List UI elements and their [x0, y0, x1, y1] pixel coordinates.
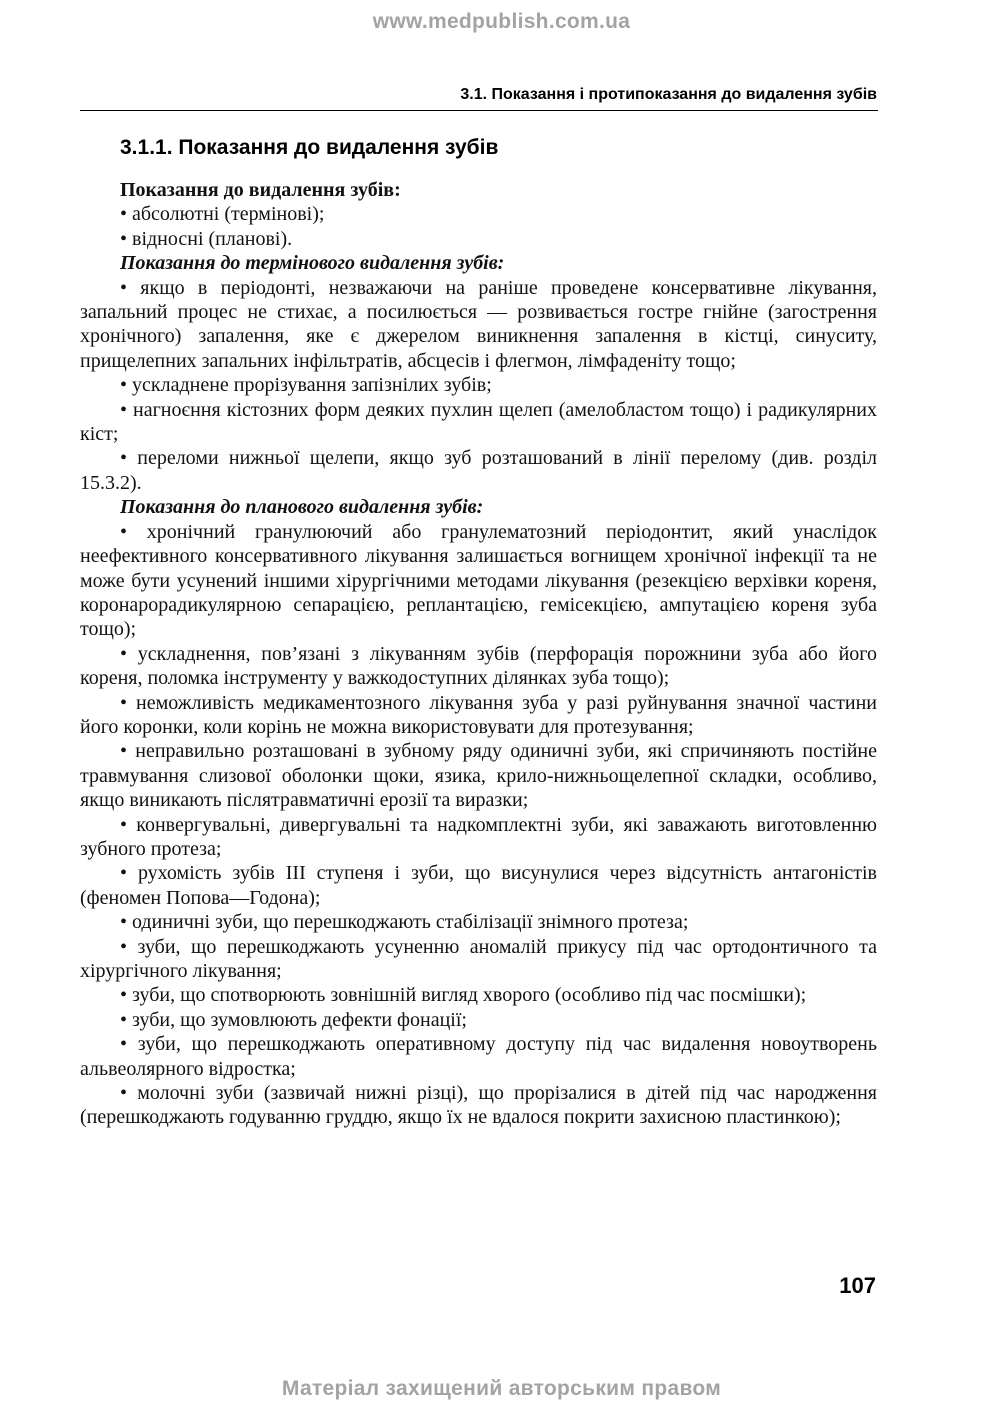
- list-item: • абсолютні (термінові);: [120, 203, 325, 226]
- list-item: • конвергувальні, дивергувальні та надкомплектні зуби, які заважають виготовленню зубного протеза;: [80, 813, 877, 860]
- list-item: • неправильно розташовані в зубному ряду одиничні зуби, які спричиняють постійне травмування слизової оболонки щоки, язика, крило-нижньощелепної складки, особливо, якщо виникають післятравматичні ерозії та виразки;: [80, 740, 877, 812]
- header-rule: [80, 110, 878, 111]
- site-watermark: www.medpublish.com.ua: [372, 10, 631, 33]
- copyright-watermark: Матеріал захищений авторським правом: [281, 1377, 722, 1400]
- list-item: • зуби, що спотворюють зовнішній вигляд хворого (особливо під час посмішки);: [120, 984, 807, 1007]
- body-text: [80, 178, 877, 1130]
- list-item: • молочні зуби (зазвичай нижні різці), що прорізалися в дітей під час народження (перешкоджають годуванню груддю, якщо їх не вдалося покрити захисною пластинкою);: [80, 1082, 877, 1129]
- list-item: • переломи нижньої щелепи, якщо зуб розташований в лінії перелому (див. розділ 15.3.2).: [80, 447, 877, 494]
- urgent-heading: Показання до термінового видалення зубів:: [120, 252, 505, 275]
- list-item: • зуби, що перешкоджають оперативному доступу під час видалення новоутворень альвеолярного відростка;: [80, 1033, 877, 1080]
- list-item: • ускладнене прорізування запізнілих зубів;: [120, 374, 492, 397]
- list-item: • ускладнення, пов’язані з лікуванням зубів (перфорація порожнини зуба або його кореня, поломка інструменту у важкодоступних ділянках зуба тощо);: [80, 642, 877, 690]
- list-item: • зуби, що зумовлюють дефекти фонації;: [120, 1008, 467, 1031]
- list-item: • рухомість зубів III ступеня і зуби, що висунулися через відсутність антагоністів (феномен Попова—Годона);: [80, 862, 877, 909]
- section-title: 3.1.1. Показання до видалення зубів: [120, 136, 499, 159]
- list-item: • якщо в періодонті, незважаючи на раніше проведене консервативне лікування, запальний процес не стихає, а посилюється — розвивається гостре гнійне (загострення хронічного) запалення, яке є джерелом виникнення запалення в кістці, синуситу, прищелепних запальних інфільтратів, абсцесів і флегмон, лімфаденіту тощо;: [80, 276, 877, 372]
- lead-paragraph: Показання до видалення зубів:: [120, 179, 401, 201]
- running-head: 3.1. Показання і протипоказання до видалення зубів: [460, 86, 877, 103]
- planned-heading: Показання до планового видалення зубів:: [120, 496, 484, 519]
- page-number: 107: [839, 1273, 876, 1298]
- list-item: • хронічний гранулюючий або гранулематозний періодонтит, який унаслідок неефективного консервативного лікування залишається вогнищем хронічної інфекції та не може бути усунений іншими хірургічними методами лікування (резекцією верхівки кореня, коронарорадикулярною сепарацією, реплантацією, гемісекцією, ампутацією кореня зуба тощо);: [80, 520, 877, 641]
- list-item: • одиничні зуби, що перешкоджають стабілізації знімного протеза;: [120, 911, 689, 934]
- list-item: • зуби, що перешкоджають усуненню аномалій прикусу під час ортодонтичного та хірургічного лікування;: [80, 935, 877, 982]
- list-item: • нагноєння кістозних форм деяких пухлин щелеп (амелобластом тощо) і радикулярних кіст;: [80, 398, 877, 446]
- list-item: • відносні (планові).: [120, 227, 293, 250]
- list-item: • неможливість медикаментозного лікування зуба у разі руйнування значної частини його коронки, коли корінь не можна використовувати для протезування;: [80, 691, 877, 738]
